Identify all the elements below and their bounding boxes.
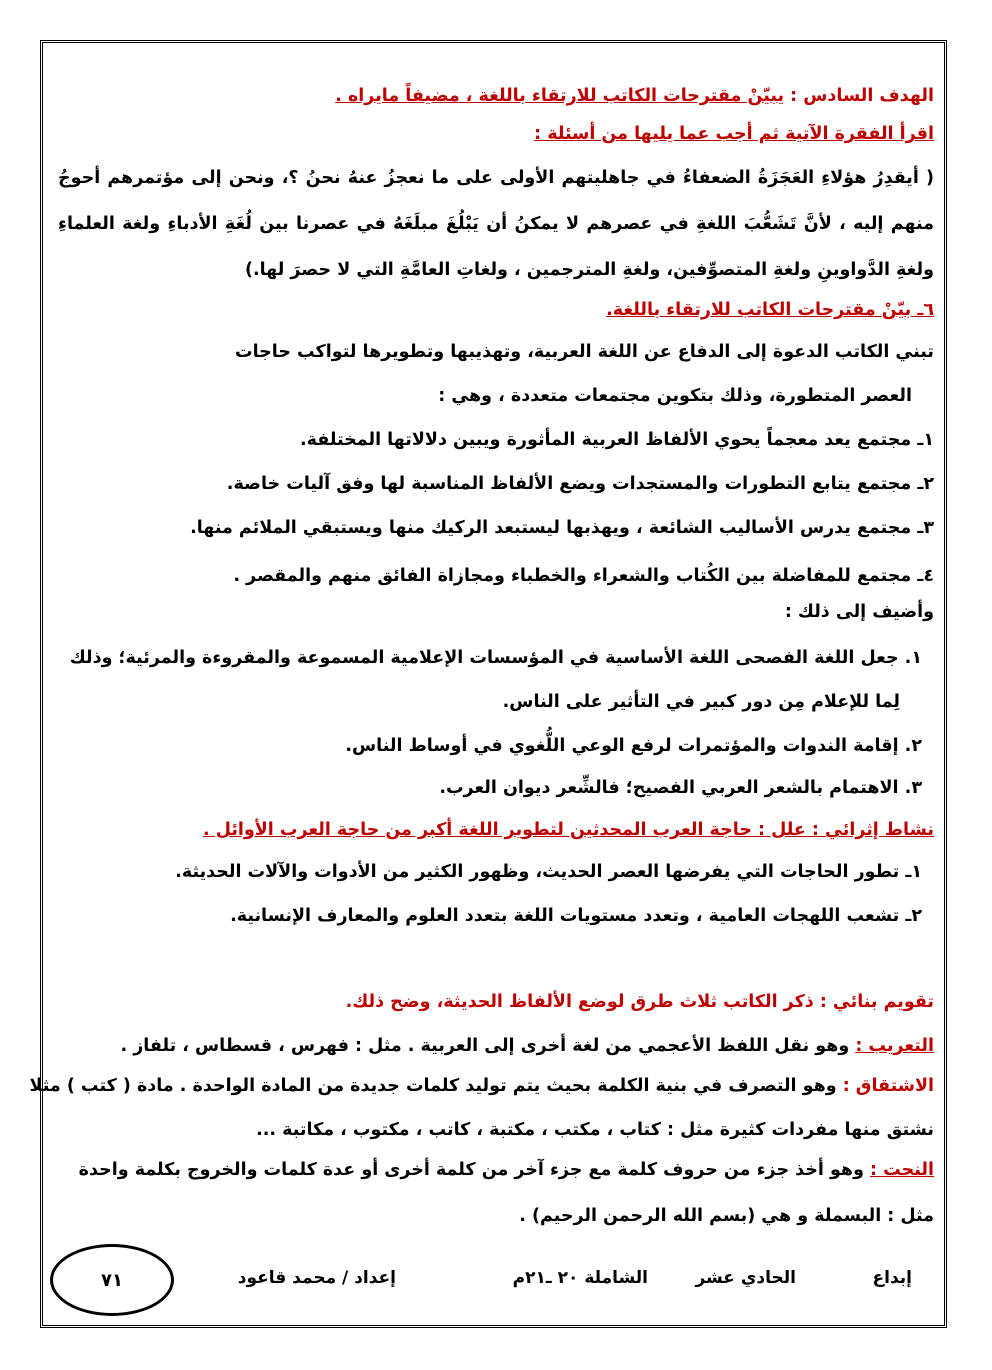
footer-edition: الشاملة ٢٠ ـ٢١م <box>512 1268 648 1288</box>
passage-line-1: ( أيقدِرُ هؤلاءِ العَجَزَةُ الضعفاءُ في جاهليتهم الأولى على ما نعجزُ عنهُ نحنُ ؟، ونحن إلى مؤتمرهم أحوجُ <box>58 168 934 188</box>
q6-addition-1: ١. جعل اللغة الفصحى اللغة الأساسية في المؤسسات الإعلامية المسموعة والمقروءة والمرئية؛ وذلك <box>69 648 922 668</box>
q6-addition-2: ٢. إقامة الندوات والمؤتمرات لرفع الوعي اللُّغوي في أوساط الناس. <box>345 736 922 756</box>
q6-intro-1: تبني الكاتب الدعوة إلى الدفاع عن اللغة العربية، وتهذيبها وتطويرها لتواكب حاجات <box>234 342 934 362</box>
passage-line-3: ولغةِ الدَّواوينِ ولغةِ المتصوِّفين، ولغةِ المترجمين ، ولغاتِ العامَّةِ التي لا حصرَ لها.) <box>244 260 934 280</box>
activity-point-1: ١ـ تطور الحاجات التي يفرضها العصر الحديث، وظهور الكثير من الأدوات والآلات الحديثة. <box>175 862 922 882</box>
taarib-text: وهو نقل اللفظ الأعجمي من لغة أخرى إلى العربية . مثل : فهرس ، قسطاس ، تلفاز . <box>120 1036 856 1056</box>
page-number: ٧١ <box>50 1244 174 1316</box>
goal-title <box>58 86 934 106</box>
naht-line-2: مثل : البسملة و هي (بسم الله الرحمن الرحيم) . <box>519 1206 934 1226</box>
q6-addition-1-cont: لِما للإعلام مِن دور كبير في التأثير على الناس. <box>502 692 900 712</box>
goal-text: يبيّنْ مقترحات الكاتب للارتقاء باللغة ، مضيفاً مايراه . <box>335 86 785 106</box>
ishtiqaq-line <box>29 1076 934 1096</box>
q6-point-1: ١ـ مجتمع يعد معجماً يحوي الألفاظ العربية المأثورة ويبين دلالاتها المختلفة. <box>300 430 934 450</box>
ishtiqaq-line-2: نشتق منها مفردات كثيرة مثل : كتاب ، مكتب ، مكتبة ، كاتب ، مكتوب ، مكاتبة ... <box>256 1120 934 1140</box>
naht-label: النحت : <box>870 1160 934 1180</box>
ishtiqaq-label: الاشتقاق : <box>842 1076 934 1096</box>
q6-intro-2: العصر المتطورة، وذلك بتكوين مجتمعات متعددة ، وهي : <box>438 386 912 406</box>
q6-point-3: ٣ـ مجتمع يدرس الأساليب الشائعة ، ويهذبها ليستبعد الركيك منها ويستبقي الملائم منها. <box>190 518 934 538</box>
passage-line-2: منهم إليه ، لأنَّ تَشَعُّبَ اللغةِ في عصرهم لا يمكنُ أن يَبْلُغَ مبلَغَهُ في عصرنا بين لُغَةِ الأدباءِ ولغة العلماءِ <box>58 214 934 234</box>
footer-author: إعداد / محمد قاعود <box>237 1268 396 1288</box>
q6-heading: ٦ـ بيّنْ مقترحات الكاتب للارتقاء باللغة. <box>606 300 934 320</box>
q6-point-2: ٢ـ مجتمع يتابع التطورات والمستجدات ويضع الألفاظ المناسبة لها وفق آليات خاصة. <box>226 474 934 494</box>
q6-add-heading: وأضيف إلى ذلك : <box>784 602 934 622</box>
footer-ibdaa: إبداع <box>872 1268 912 1288</box>
naht-text: وهو أخذ جزء من حروف كلمة مع جزء آخر من كلمة أخرى أو عدة كلمات والخروج بكلمة واحدة <box>78 1160 871 1180</box>
goal-label: الهدف السادس : <box>784 86 934 106</box>
activity-heading: نشاط إثرائي : علل : حاجة العرب المحدثين لتطوير اللغة أكبر من حاجة العرب الأوائل . <box>202 820 934 840</box>
q6-point-4: ٤ـ مجتمع للمفاضلة بين الكُتاب والشعراء والخطباء ومجازاة الفائق منهم والمقصر . <box>233 566 934 586</box>
instruction: اقرأ الفقرة الآتية ثم أجب عما يليها من أسئلة : <box>534 124 934 144</box>
naht-line <box>58 1160 934 1180</box>
footer-grade: الحادي عشر <box>695 1268 796 1288</box>
ishtiqaq-text: وهو التصرف في بنية الكلمة بحيث يتم توليد كلمات جديدة من المادة الواحدة . مادة ( كتب ) مثلا <box>29 1076 843 1096</box>
q6-addition-3: ٣. الاهتمام بالشعر العربي الفصيح؛ فالشِّعر ديوان العرب. <box>439 778 922 798</box>
taarib-label: التعريب : <box>855 1036 934 1056</box>
evaluation-heading: تقويم بنائي : ذكر الكاتب ثلاث طرق لوضع الألفاظ الحديثة، وضح ذلك. <box>345 992 934 1012</box>
taarib-line <box>58 1036 934 1056</box>
activity-point-2: ٢ـ تشعب اللهجات العامية ، وتعدد مستويات اللغة بتعدد العلوم والمعارف الإنسانية. <box>230 906 922 926</box>
